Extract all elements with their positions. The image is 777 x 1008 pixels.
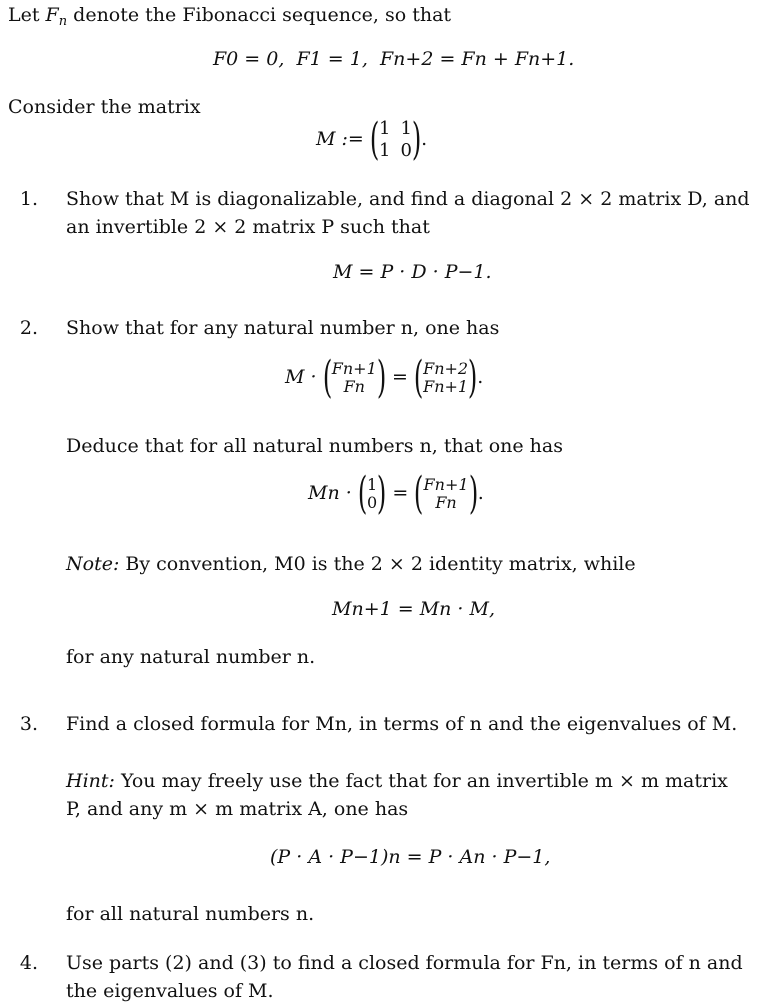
item2-note-end: for any natural number n. xyxy=(66,646,316,668)
intro-line: Let $F_n$ denote the Fibonacci sequence, so that xyxy=(8,4,452,29)
item2-formula1: M · ( Fn+1 Fn ) = ( Fn+2 Fn+1 ) . xyxy=(285,352,484,403)
matrix-m: ( 1 1 1 0 ) xyxy=(369,114,422,165)
item2-text-line1: Show that for any natural number n, one has xyxy=(66,317,500,339)
item-number: 4. xyxy=(19,952,38,974)
recurrence-formula: F0 = 0, F1 = 1, Fn+2 = Fn + Fn+1. xyxy=(213,48,575,70)
item2-note: Note: By convention, M0 is the 2 × 2 identity matrix, while xyxy=(66,553,636,575)
item3-text-line1: Find a closed formula for Mn, in terms of n and the eigenvalues of M. xyxy=(66,713,738,735)
item2-formula2: Mn · ( 1 0 ) = ( Fn+1 Fn ) . xyxy=(308,468,484,519)
item1-text-line2: an invertible 2 × 2 matrix P such that xyxy=(66,216,430,238)
item2-deduce: Deduce that for all natural numbers n, that one has xyxy=(66,435,563,457)
matrix-intro-text: Consider the matrix xyxy=(8,96,201,118)
item1-text-line1: Show that M is diagonalizable, and find a diagonal 2 × 2 matrix D, and xyxy=(66,188,750,210)
item3-hint-line1: Hint: You may freely use the fact that for an invertible m × m matrix xyxy=(66,770,728,792)
matrix-definition: M := ( 1 1 1 0 ) . xyxy=(316,114,428,165)
fib-symbol: $F_n$ xyxy=(45,4,68,29)
item-number: 1. xyxy=(19,188,38,210)
item1-formula: M = P · D · P−1. xyxy=(333,261,492,283)
item-number: 2. xyxy=(19,317,38,339)
item2-note-formula: Mn+1 = Mn · M, xyxy=(332,598,496,620)
item-number: 3. xyxy=(19,713,38,735)
item3-hint-formula: (P · A · P−1)n = P · An · P−1, xyxy=(270,846,551,868)
item3-hint-line2: P, and any m × m matrix A, one has xyxy=(66,798,409,820)
item3-hint-end: for all natural numbers n. xyxy=(66,903,315,925)
item4-text-line2: the eigenvalues of M. xyxy=(66,980,274,1002)
item4-text-line1: Use parts (2) and (3) to find a closed formula for Fn, in terms of n and xyxy=(66,952,743,974)
